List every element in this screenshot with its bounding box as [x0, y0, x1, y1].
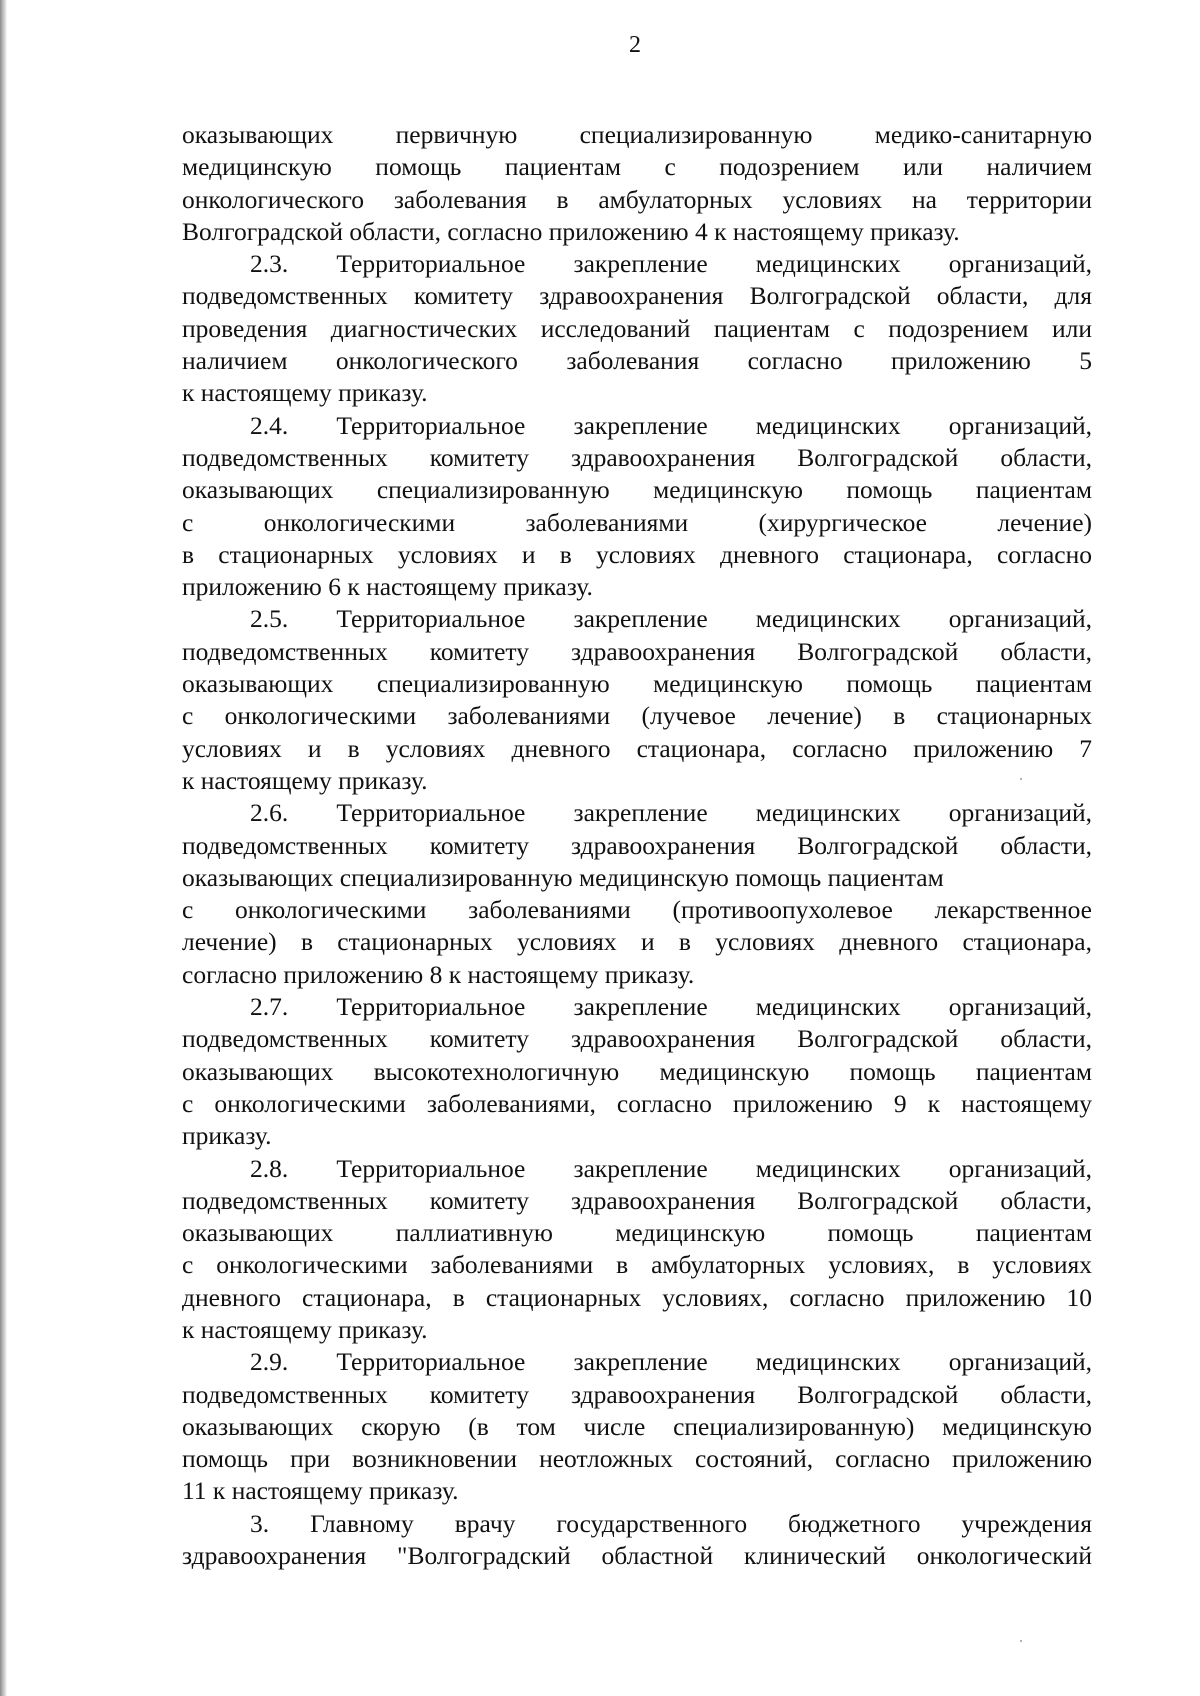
- text-line: подведомственных комитету здравоохранения Волгоградской области,: [182, 1185, 1092, 1215]
- paragraph-intro: [182, 119, 1092, 248]
- text-line: лечение) в стационарных условиях и в условиях дневного стационара,: [182, 927, 1092, 957]
- text-line: с онкологическими заболеваниями в амбулаторных условиях, в условиях: [182, 1250, 1092, 1280]
- text-line: с онкологическими заболеваниями (хирургическое лечение): [182, 507, 1092, 537]
- page-number: 2: [629, 32, 641, 58]
- paragraph-2-4: [182, 410, 1092, 604]
- scan-edge-shadow: [0, 0, 7, 1696]
- text-line: к настоящему приказу.: [182, 1314, 428, 1344]
- text-line: 2.9. Территориальное закрепление медицинских организаций,: [250, 1347, 1092, 1377]
- paragraph-2-7: [182, 991, 1092, 1152]
- text-line: оказывающих первичную специализированную медико-санитарную: [182, 120, 1092, 149]
- text-line: подведомственных комитету здравоохранения Волгоградской области,: [182, 1024, 1092, 1054]
- text-line: с онкологическими заболеваниями (противоопухолевое лекарственное: [182, 895, 1092, 925]
- text-line: условиях и в условиях дневного стационара, согласно приложению 7: [182, 733, 1092, 763]
- text-line: помощь при возникновении неотложных состояний, согласно приложению: [182, 1444, 1092, 1474]
- text-line: оказывающих специализированную медицинскую помощь пациентам: [182, 669, 1092, 699]
- text-line: 11 к настоящему приказу.: [182, 1476, 459, 1506]
- text-line: к настоящему приказу.: [182, 378, 428, 408]
- text-line: 2.8. Территориальное закрепление медицинских организаций,: [250, 1153, 1092, 1183]
- text-line: оказывающих высокотехнологичную медицинскую помощь пациентам: [182, 1056, 1092, 1086]
- text-line: Волгоградской области, согласно приложению 4 к настоящему приказу.: [182, 216, 960, 246]
- text-line: приложению 6 к настоящему приказу.: [182, 572, 593, 602]
- text-line: наличием онкологического заболевания согласно приложению 5: [182, 346, 1092, 376]
- text-line: подведомственных комитету здравоохранения Волгоградской области,: [182, 1379, 1092, 1409]
- text-line: 2.3. Территориальное закрепление медицинских организаций,: [250, 249, 1092, 279]
- paragraph-2-5: [182, 603, 1092, 797]
- text-line: оказывающих скорую (в том числе специализированную) медицинскую: [182, 1411, 1092, 1441]
- text-line: с онкологическими заболеваниями (лучевое лечение) в стационарных: [182, 701, 1092, 731]
- text-line: 2.5. Территориальное закрепление медицинских организаций,: [250, 604, 1092, 634]
- paragraph-2-9: [182, 1346, 1092, 1507]
- scan-speck: [1020, 778, 1022, 780]
- text-line: дневного стационара, в стационарных условиях, согласно приложению 10: [182, 1282, 1092, 1312]
- document-body: [182, 119, 1092, 1572]
- text-line: к настоящему приказу.: [182, 765, 428, 795]
- text-line: 2.4. Территориальное закрепление медицинских организаций,: [250, 410, 1092, 440]
- text-line: подведомственных комитету здравоохранения Волгоградской области,: [182, 830, 1092, 860]
- text-line: оказывающих специализированную медицинскую помощь пациентам: [182, 475, 1092, 505]
- text-line: проведения диагностических исследований пациентам с подозрением или: [182, 313, 1092, 343]
- text-line: 2.6. Территориальное закрепление медицинских организаций,: [250, 798, 1092, 828]
- text-line: онкологического заболевания в амбулаторных условиях на территории: [182, 184, 1092, 214]
- text-line: 2.7. Территориальное закрепление медицинских организаций,: [250, 992, 1092, 1022]
- text-line: подведомственных комитету здравоохранения Волгоградской области,: [182, 636, 1092, 666]
- text-line: здравоохранения "Волгоградский областной клинический онкологический: [182, 1541, 1092, 1571]
- text-line: приказу.: [182, 1121, 272, 1151]
- text-line: 3. Главному врачу государственного бюджетного учреждения: [250, 1508, 1092, 1538]
- text-line: медицинскую помощь пациентам с подозрением или наличием: [182, 152, 1092, 182]
- text-line: подведомственных комитету здравоохранения Волгоградской области, для: [182, 281, 1092, 311]
- paragraph-2-8: [182, 1153, 1092, 1347]
- paragraph-2-6: [182, 797, 1092, 991]
- paragraph-3: [182, 1508, 1092, 1573]
- text-line: согласно приложению 8 к настоящему приказу.: [182, 959, 695, 989]
- text-line: в стационарных условиях и в условиях дневного стационара, согласно: [182, 539, 1092, 569]
- text-line: подведомственных комитету здравоохранения Волгоградской области,: [182, 442, 1092, 472]
- text-line: оказывающих специализированную медицинскую помощь пациентам: [182, 862, 944, 892]
- paragraph-2-3: [182, 248, 1092, 409]
- scan-speck: [1020, 1640, 1022, 1642]
- text-line: с онкологическими заболеваниями, согласно приложению 9 к настоящему: [182, 1088, 1092, 1118]
- text-line: оказывающих паллиативную медицинскую помощь пациентам: [182, 1218, 1092, 1248]
